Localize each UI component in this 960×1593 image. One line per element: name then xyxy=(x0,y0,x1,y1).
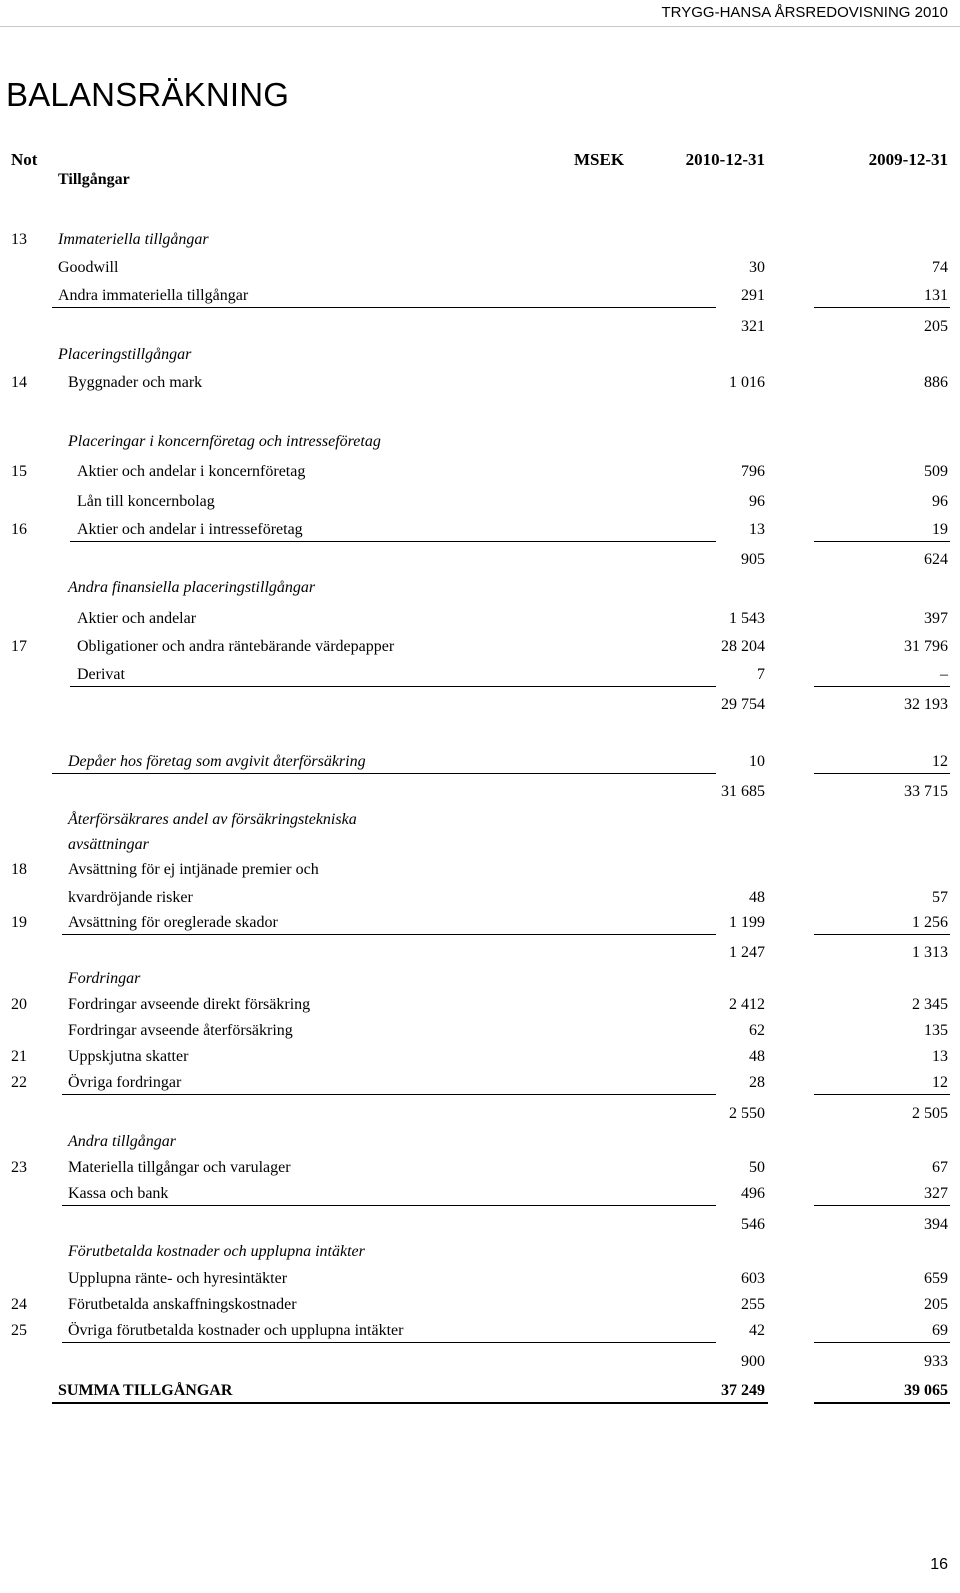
value-2009: 205 xyxy=(924,318,948,335)
note-number: 21 xyxy=(11,1048,27,1065)
value-2010: 50 xyxy=(749,1159,765,1176)
value-2010: 48 xyxy=(749,889,765,906)
row-label: Aktier och andelar i koncernföretag xyxy=(77,463,306,480)
value-2010: 900 xyxy=(741,1353,765,1370)
note-number: 16 xyxy=(11,521,27,538)
value-2009: 31 796 xyxy=(904,638,948,655)
note-number: 23 xyxy=(11,1159,27,1176)
value-2009: 886 xyxy=(924,374,948,391)
underline xyxy=(814,1402,950,1404)
note-number: 22 xyxy=(11,1074,27,1091)
note-number: 15 xyxy=(11,463,27,480)
note-number: 17 xyxy=(11,638,27,655)
page-number: 16 xyxy=(930,1556,948,1573)
table-row xyxy=(0,809,960,831)
row-label: Depåer hos företag som avgivit återförsäkring xyxy=(68,753,366,770)
table-row xyxy=(0,751,960,773)
row-label: Förutbetalda kostnader och upplupna intäkter xyxy=(68,1243,365,1260)
table-row xyxy=(0,316,960,338)
table-row xyxy=(0,834,960,856)
underline xyxy=(814,1205,950,1206)
value-2010: 13 xyxy=(749,521,765,538)
row-label: Placeringar i koncernföretag och intresseföretag xyxy=(68,433,381,450)
value-2009: 74 xyxy=(932,259,948,276)
underline xyxy=(814,1342,950,1343)
value-2009: 57 xyxy=(932,889,948,906)
value-2009: 33 715 xyxy=(904,783,948,800)
underline xyxy=(814,541,950,542)
table-row xyxy=(0,968,960,990)
row-label: Upplupna ränte- och hyresintäkter xyxy=(68,1270,288,1287)
table-row xyxy=(0,519,960,541)
table-row xyxy=(0,1268,960,1290)
value-2010: 1 247 xyxy=(729,944,765,961)
underline xyxy=(70,686,716,687)
value-2009: 933 xyxy=(924,1353,948,1370)
table-row xyxy=(0,1214,960,1236)
underline xyxy=(52,1402,768,1404)
value-2010: 603 xyxy=(741,1270,765,1287)
value-2009: 12 xyxy=(932,1074,948,1091)
table-row xyxy=(0,1380,960,1402)
value-2009: 397 xyxy=(924,610,948,627)
value-2009: 1 313 xyxy=(912,944,948,961)
note-number: 19 xyxy=(11,914,27,931)
report-header-title: TRYGG-HANSA ÅRSREDOVISNING 2010 xyxy=(661,4,948,21)
row-label: Andra finansiella placeringstillgångar xyxy=(68,579,316,596)
table-row xyxy=(0,344,960,366)
table-row xyxy=(0,608,960,630)
row-label: Goodwill xyxy=(58,259,119,276)
value-2010: 10 xyxy=(749,753,765,770)
note-number: 24 xyxy=(11,1296,27,1313)
value-2010: 291 xyxy=(741,287,765,304)
row-label: Förutbetalda anskaffningskostnader xyxy=(68,1296,297,1313)
underline xyxy=(814,773,950,774)
column-header-unit: MSEK xyxy=(574,150,625,169)
note-number: 20 xyxy=(11,996,27,1013)
value-2009: 327 xyxy=(924,1185,948,1202)
value-2010: 42 xyxy=(749,1322,765,1339)
value-2009: 19 xyxy=(932,521,948,538)
underline xyxy=(62,1342,716,1343)
table-row xyxy=(0,781,960,803)
table-row xyxy=(0,285,960,307)
underline xyxy=(62,934,716,935)
row-label: kvardröjande risker xyxy=(68,889,193,906)
page-title: BALANSRÄKNING xyxy=(6,76,290,113)
underline xyxy=(814,1094,950,1095)
table-row xyxy=(0,1294,960,1316)
value-2009: 39 065 xyxy=(904,1382,948,1399)
table-row xyxy=(0,912,960,934)
value-2010: 29 754 xyxy=(721,696,765,713)
value-2010: 255 xyxy=(741,1296,765,1313)
value-2010: 905 xyxy=(741,551,765,568)
underline xyxy=(62,1205,716,1206)
row-label: Fordringar xyxy=(68,970,141,987)
value-2009: – xyxy=(940,666,948,683)
row-label: Kassa och bank xyxy=(68,1185,169,1202)
table-row xyxy=(0,994,960,1016)
underline xyxy=(814,307,950,308)
table-row xyxy=(0,636,960,658)
table-row xyxy=(0,942,960,964)
table-row xyxy=(0,1046,960,1068)
value-2010: 1 016 xyxy=(729,374,765,391)
underline xyxy=(62,1094,716,1095)
underline xyxy=(814,934,950,935)
value-2009: 96 xyxy=(932,493,948,510)
table-row xyxy=(0,169,960,191)
value-2009: 135 xyxy=(924,1022,948,1039)
row-label: Obligationer och andra räntebärande värdepapper xyxy=(77,638,395,655)
value-2010: 546 xyxy=(741,1216,765,1233)
row-label: Uppskjutna skatter xyxy=(68,1048,189,1065)
underline xyxy=(70,541,716,542)
table-row xyxy=(0,859,960,881)
underline xyxy=(814,686,950,687)
note-number: 13 xyxy=(11,231,27,248)
value-2009: 394 xyxy=(924,1216,948,1233)
value-2009: 659 xyxy=(924,1270,948,1287)
table-row xyxy=(0,1072,960,1094)
note-number: 14 xyxy=(11,374,27,391)
underline xyxy=(52,773,716,774)
table-row xyxy=(0,491,960,513)
note-number: 18 xyxy=(11,861,27,878)
column-header-note: Not xyxy=(11,150,38,169)
value-2009: 624 xyxy=(924,551,948,568)
value-2009: 2 505 xyxy=(912,1105,948,1122)
row-label: Immateriella tillgångar xyxy=(58,231,209,248)
table-row xyxy=(0,577,960,599)
value-2010: 1 543 xyxy=(729,610,765,627)
value-2010: 96 xyxy=(749,493,765,510)
note-number: 25 xyxy=(11,1322,27,1339)
value-2010: 2 412 xyxy=(729,996,765,1013)
table-row xyxy=(0,1131,960,1153)
value-2010: 48 xyxy=(749,1048,765,1065)
row-label: Andra tillgångar xyxy=(68,1133,177,1150)
row-label: Placeringstillgångar xyxy=(58,346,192,363)
table-row xyxy=(0,257,960,279)
value-2009: 12 xyxy=(932,753,948,770)
table-row xyxy=(0,1020,960,1042)
table-row xyxy=(0,1183,960,1205)
value-2010: 2 550 xyxy=(729,1105,765,1122)
value-2009: 509 xyxy=(924,463,948,480)
value-2010: 796 xyxy=(741,463,765,480)
row-label: Tillgångar xyxy=(58,171,130,188)
table-row xyxy=(0,1241,960,1263)
value-2010: 62 xyxy=(749,1022,765,1039)
value-2009: 32 193 xyxy=(904,696,948,713)
table-row xyxy=(0,549,960,571)
row-label: Andra immateriella tillgångar xyxy=(58,287,249,304)
row-label: Byggnader och mark xyxy=(68,374,203,391)
value-2009: 2 345 xyxy=(912,996,948,1013)
column-header-year-2009: 2009-12-31 xyxy=(868,150,948,169)
table-row xyxy=(0,461,960,483)
table-row xyxy=(0,1103,960,1125)
value-2010: 7 xyxy=(757,666,765,683)
table-row xyxy=(0,887,960,909)
row-label: Aktier och andelar i intresseföretag xyxy=(77,521,303,538)
value-2009: 131 xyxy=(924,287,948,304)
row-label: Materiella tillgångar och varulager xyxy=(68,1159,291,1176)
row-label: Övriga fordringar xyxy=(68,1074,182,1091)
value-2010: 496 xyxy=(741,1185,765,1202)
table-row xyxy=(0,431,960,453)
table-row xyxy=(0,664,960,686)
row-label: avsättningar xyxy=(68,836,149,853)
table-row xyxy=(0,1157,960,1179)
value-2009: 205 xyxy=(924,1296,948,1313)
row-label: Lån till koncernbolag xyxy=(77,493,215,510)
row-label: Återförsäkrares andel av försäkringstekniska xyxy=(68,811,357,828)
row-label: Fordringar avseende direkt försäkring xyxy=(68,996,311,1013)
row-label: Avsättning för ej intjänade premier och xyxy=(68,861,319,878)
row-label: SUMMA TILLGÅNGAR xyxy=(58,1382,233,1399)
value-2010: 30 xyxy=(749,259,765,276)
value-2010: 321 xyxy=(741,318,765,335)
value-2009: 69 xyxy=(932,1322,948,1339)
table-row xyxy=(0,372,960,394)
row-label: Avsättning för oreglerade skador xyxy=(68,914,278,931)
value-2009: 1 256 xyxy=(912,914,948,931)
table-row xyxy=(0,1320,960,1342)
value-2010: 1 199 xyxy=(729,914,765,931)
value-2010: 28 204 xyxy=(721,638,765,655)
underline xyxy=(52,307,716,308)
value-2009: 13 xyxy=(932,1048,948,1065)
table-row xyxy=(0,1351,960,1373)
value-2010: 31 685 xyxy=(721,783,765,800)
table-row xyxy=(0,229,960,251)
column-header-year-2010: 2010-12-31 xyxy=(685,150,765,169)
row-label: Övriga förutbetalda kostnader och upplupna intäkter xyxy=(68,1322,404,1339)
value-2010: 28 xyxy=(749,1074,765,1091)
table-row xyxy=(0,694,960,716)
row-label: Fordringar avseende återförsäkring xyxy=(68,1022,293,1039)
value-2010: 37 249 xyxy=(721,1382,765,1399)
row-label: Derivat xyxy=(77,666,125,683)
value-2009: 67 xyxy=(932,1159,948,1176)
row-label: Aktier och andelar xyxy=(77,610,197,627)
